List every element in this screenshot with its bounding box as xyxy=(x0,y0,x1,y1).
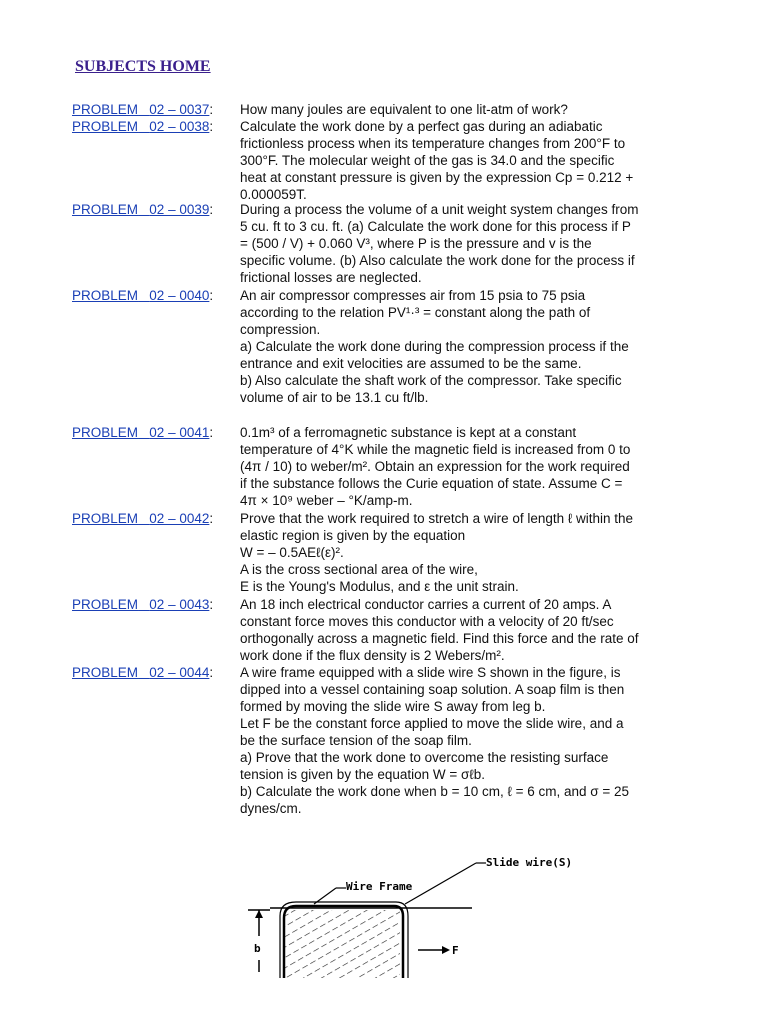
dimension-b-label: b xyxy=(254,942,261,955)
problem-text: An air compressor compresses air from 15 psia to 75 psia according to the relation PV¹·³ = constant along the path of compression. a) Calculate the work done during the compression process if the entrance and exit velocities are assumed to be the same. b) Also calculate the shaft work of the compressor. Take specific volume of air to be 13.1 cu ft/lb. xyxy=(240,288,629,405)
problem-text: How many joules are equivalent to one lit-atm of work? xyxy=(240,102,568,117)
problem-link[interactable]: PROBLEM 02 – 0037 xyxy=(72,102,210,117)
dimension-arrow-icon xyxy=(255,910,263,918)
soap-film xyxy=(284,910,400,978)
problem-link[interactable]: PROBLEM 02 – 0043 xyxy=(72,597,210,612)
problem-text: Calculate the work done by a perfect gas during an adiabatic frictionless process when its temperature changes from 200°F to 300°F. The molecular weight of the gas is 34.0 and the specific heat at constant pressure is given by the expression Cp = 0.212 + 0.000059T. xyxy=(240,119,634,202)
wire-frame-figure xyxy=(240,848,600,978)
slide-wire-leader-diag xyxy=(405,863,476,904)
problem-link[interactable]: PROBLEM 02 – 0038 xyxy=(72,119,210,134)
wire-frame-label: Wire Frame xyxy=(346,880,413,893)
problem-link[interactable]: PROBLEM 02 – 0039 xyxy=(72,202,210,217)
slide-wire-label: Slide wire(S) xyxy=(486,856,573,869)
force-arrow-icon xyxy=(442,946,450,954)
problem-link[interactable]: PROBLEM 02 – 0044 xyxy=(72,665,210,680)
problem-link[interactable]: PROBLEM 02 – 0041 xyxy=(72,425,210,440)
subjects-home-link[interactable]: SUBJECTS HOME xyxy=(75,58,211,75)
problem-link[interactable]: PROBLEM 02 – 0040 xyxy=(72,288,210,303)
wire-frame-diagram xyxy=(240,848,600,978)
page: SUBJECTS HOME PROBLEM 02 – 0037: How many joules are equivalent to one lit-atm of work? PROBLEM 02 – 0038: Calculate the work done by a perfect gas during an adiabatic frictionless process when its temperature changes from 200°F to 300°F. The molecular weight of the gas is 34.0 and the specific heat at constant pressure is given by the expression Cp = 0.212 + 0.000059T. PROBLEM 02 – 0039: During a process the volume of a unit weight system changes from 5 cu. ft to 3 cu. ft. (a) Calculate the work done for this process if P = (500 / V) + 0.060 V³, where P is the pressure and v is the specific volume. (b) Also calculate the work done for the process if frictional losses are neglected. PROBLEM 02 – 0040: An air compressor compresses air from 15 psia to 75 psia according to the relation PV¹·³ = constant along the path of compression. a) Calculate the work done during the compression process if the entrance and exit velocities are assumed to be the same. b) Also calculate the shaft work of the compressor. Take specific volume of air to be 13.1 cu ft/lb. PROBLEM 02 – 0041: 0.1m³ of a ferromagnetic substance is kept at a constant temperature of 4°K while the magnetic field is increased from 0 to (4π / 10) to weber/m². Obtain an expression for the work required if the substance follows the Curie equation of state. Assume C = 4π × 10⁹ weber – °K/amp-m. PROBLEM 02 – 0042: Prove that the work required to stretch a wire of length ℓ within the elastic region is given by the equation W = – 0.5AEℓ(ε)². A is the cross sectional area of the wire, E is the Young's Modulus, and ε the unit strain. PROBLEM 02 – 0043: An 18 inch electrical conductor carries a current of 20 amps. A constant force moves this conductor with a velocity of 20 ft/sec orthogonally across a magnetic field. Find this force and the rate of work done if the flux density is 2 Webers/m². PROBLEM 02 – 0044: A wire frame equipped with a slide wire S shown in the figure, is dipped into a vessel containing soap solution. A soap film is then formed by moving the slide wire S away from leg b. Let F be the constant force applied to move the slide wire, and a be the surface tension of the soap film. a) Prove that the work done to overcome the resisting surface tension is given by the equation W = σℓb. b) Calculate the work done when b = 10 cm, ℓ = 6 cm, and σ = 25 dynes/cm. b F Wire Frame Slide wire(S) xyxy=(0,0,768,1024)
problem-text: Prove that the work required to stretch a wire of length ℓ within the elastic region is given by the equation W = – 0.5AEℓ(ε)². A is the cross sectional area of the wire, E is the Young's Modulus, and ε the unit strain. xyxy=(240,511,634,594)
problem-link[interactable]: PROBLEM 02 – 0042 xyxy=(72,511,210,526)
problem-text: An 18 inch electrical conductor carries a current of 20 amps. A constant force moves this conductor with a velocity of 20 ft/sec orthogonally across a magnetic field. Find this force and the rate of work done if the flux density is 2 Webers/m². xyxy=(240,597,639,663)
problem-text: A wire frame equipped with a slide wire S shown in the figure, is dipped into a vessel containing soap solution. A soap film is then formed by moving the slide wire S away from leg b. Let F be the constant force applied to move the slide wire, and a be the surface tension of the soap film. a) Prove that the work done to overcome the resisting surface tension is given by the equation W = σℓb. b) Calculate the work done when b = 10 cm, ℓ = 6 cm, and σ = 25 dynes/cm. xyxy=(240,665,630,816)
force-f-label: F xyxy=(452,944,459,957)
problem-text: During a process the volume of a unit weight system changes from 5 cu. ft to 3 cu. ft. (a) Calculate the work done for this process if P = (500 / V) + 0.060 V³, where P is the pressure and v is the specific volume. (b) Also calculate the work done for the process if frictional losses are neglected. xyxy=(240,202,639,285)
problem-text: 0.1m³ of a ferromagnetic substance is kept at a constant temperature of 4°K while the magnetic field is increased from 0 to (4π / 10) to weber/m². Obtain an expression for the work required if the substance follows the Curie equation of state. Assume C = 4π × 10⁹ weber – °K/amp-m. xyxy=(240,425,631,508)
